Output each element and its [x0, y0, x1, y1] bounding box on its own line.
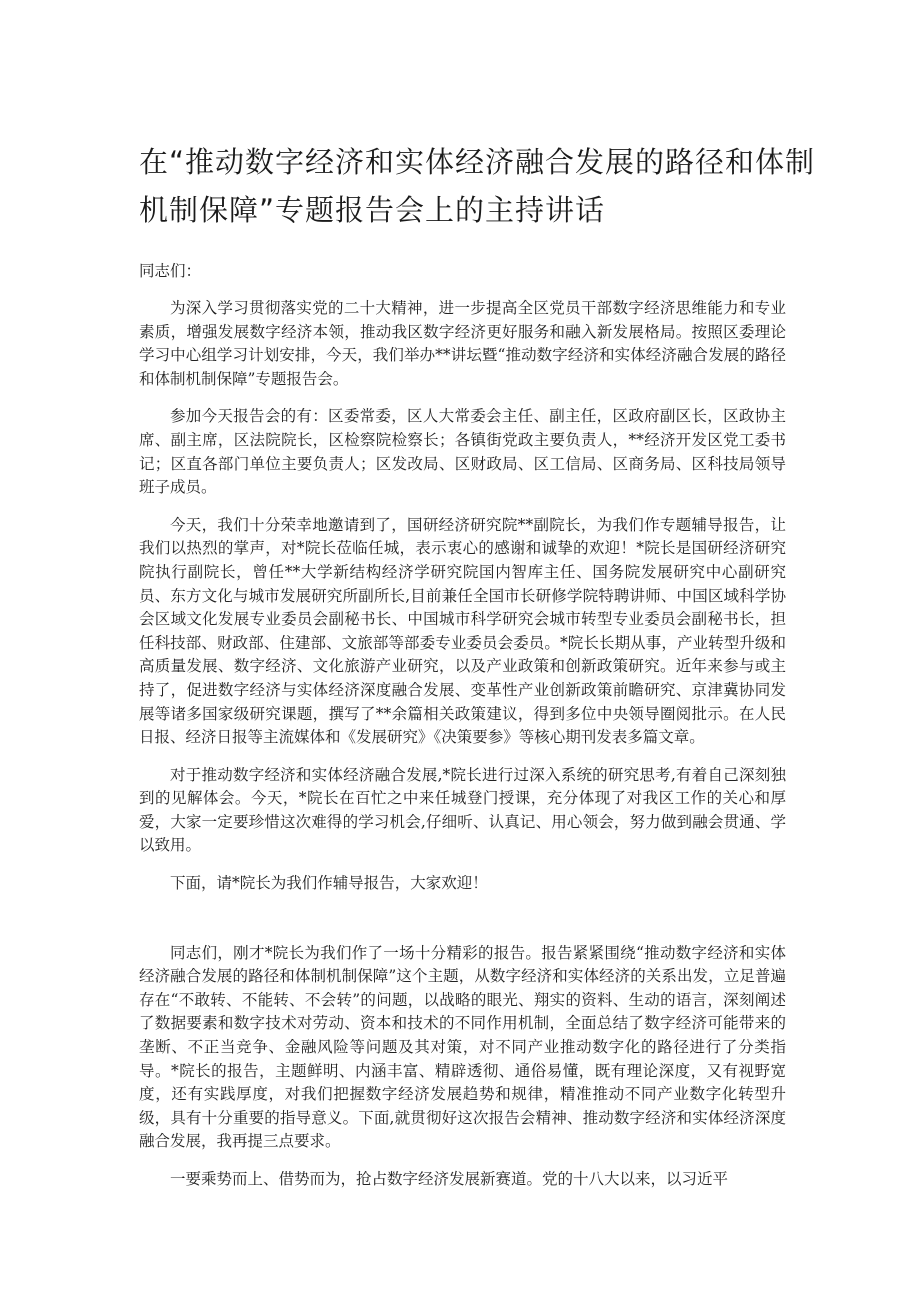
paragraph-requirement-1: 一要乘势而上、借势而为，抢占数字经济发展新赛道。党的十八大以来，以习近平	[170, 1170, 729, 1188]
paragraph-summary: 同志们，刚才*院长为我们作了一场十分精彩的报告。报告紧紧围绕“推动数字经济和实体经济融合发展的路径和体制机制保障”这个主题，从数字经济和实体经济的关系出发，立足普遍存在“不敢转、不能转、不会转”的问题，以战略的眼光、翔实的资料、生动的语言，深刻阐述了数据要素和数字技术对劳动、资本和技术的不同作用机制，全面总结了数字经济可能带来的垄断、不正当竞争、金融风险等问题及其对策，对不同产业推动数字化的路径进行了分类指导。*院长的报告，主题鲜明、内涵丰富、精辟透彻、通俗易懂，既有理论深度，又有视野宽度，还有实践厚度，对我们把握数字经济发展趋势和规律，精准推动不同产业数字化转型升级，具有十分重要的指导意义。下面,就贯彻好这次报告会精神、推动数字经济和实体经济深度融合发展，我再提三点要求。	[139, 943, 786, 1151]
paragraph-speaker-bio: 今天，我们十分荣幸地邀请到了，国研经济研究院**副院长，为我们作专题辅导报告，让我们以热烈的掌声，对*院长莅临任城，表示衷心的感谢和诚挚的欢迎！*院长是国研经济研究院执行副院长，曾任**大学新结构经济学研究院国内智库主任、国务院发展研究中心副研究员、东方文化与城市发展研究所副所长,目前兼任全国市长研修学院特聘讲师、中国区域科学协会区域文化发展专业委员会副秘书长、中国城市科学研究会城市转型专业委员会副秘书长，担任科技部、财政部、住建部、文旅部等部委专业委员会委员。*院长长期从事，产业转型升级和高质量发展、数字经济、文化旅游产业研究，以及产业政策和创新政策研究。近年来参与或主持了，促进数字经济与实体经济深度融合发展、变革性产业创新政策前瞻研究、京津冀协同发展等诸多国家级研究课题，撰写了**余篇相关政策建议，得到多位中央领导圈阅批示。在人民日报、经济日报等主流媒体和《发展研究》《决策要参》等核心期刊发表多篇文章。	[139, 515, 786, 747]
paragraph-attendees: 参加今天报告会的有：区委常委，区人大常委会主任、副主任，区政府副区长，区政协主席、副主席，区法院院长，区检察院检察长；各镇街党政主要负责人，**经济开发区党工委书记；区直各部门单位主要负责人；区发改局、区财政局、区工信局、区商务局、区科技局领导班子成员。	[139, 407, 786, 497]
document-title	[139, 138, 816, 234]
title-line-1: 在“推动数字经济和实体经济融合发展的路径和体制	[139, 145, 816, 179]
title-line-2: 机制保障”专题报告会上的主持讲话	[139, 193, 606, 227]
paragraph-invitation: 下面，请*院长为我们作辅导报告，大家欢迎！	[170, 874, 488, 893]
paragraph-intro: 为深入学习贯彻落实党的二十大精神，进一步提高全区党员干部数字经济思维能力和专业素质，增强发展数字经济本领，推动我区数字经济更好服务和融入新发展格局。按照区委理论学习中心组学习计划安排，今天，我们举办**讲坛暨“推动数字经济和实体经济融合发展的路径和体制机制保障”专题报告会。	[139, 299, 786, 388]
paragraph-appreciation: 对于推动数字经济和实体经济融合发展,*院长进行过深入系统的研究思考,有着自己深刻独到的见解体会。今天，*院长在百忙之中来任城登门授课，充分体现了对我区工作的关心和厚爱，大家一定要珍惜这次难得的学习机会,仔细听、认真记、用心领会，努力做到融会贯通、学以致用。	[139, 765, 786, 855]
document-page	[139, 120, 816, 1206]
salutation: 同志们：	[139, 262, 202, 280]
